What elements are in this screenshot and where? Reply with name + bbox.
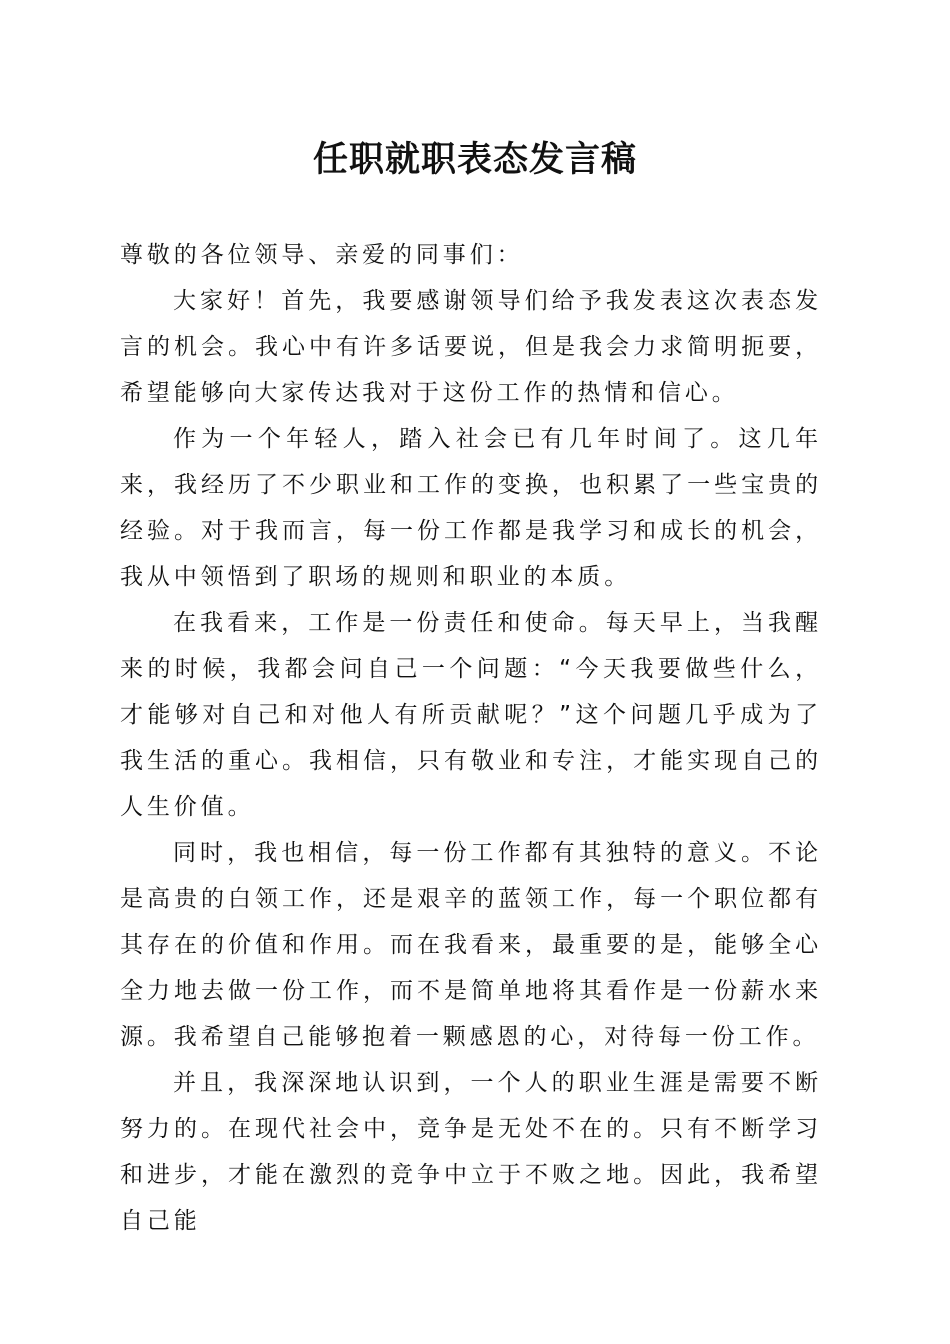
paragraph-4: 同时，我也相信，每一份工作都有其独特的意义。不论是高贵的白领工作，还是艰辛的蓝领工作，每一个职位都有其存在的价值和作用。而在我看来，最重要的是，能够全心全力地去做一份工作，而不是简单地将其看作是一份薪水来源。我希望自己能够抱着一颗感恩的心，对待每一份工作。 (120, 840, 822, 1050)
paragraph-5: 并且，我深深地认识到，一个人的职业生涯是需要不断努力的。在现代社会中，竞争是无处不在的。只有不断学习和进步，才能在激烈的竞争中立于不败之地。因此，我希望自己能 (120, 1070, 822, 1234)
paragraph-3: 在我看来，工作是一份责任和使命。每天早上，当我醒来的时候，我都会问自己一个问题：“今天我要做些什么，才能够对自己和对他人有所贡献呢？”这个问题几乎成为了我生活的重心。我相信，只有敬业和专注，才能实现自己的人生价值。 (120, 610, 822, 820)
document-title: 任职就职表态发言稿 (312, 139, 637, 180)
paragraph-1: 大家好！首先，我要感谢领导们给予我发表这次表态发言的机会。我心中有许多话要说，但是我会力求简明扼要，希望能够向大家传达我对于这份工作的热情和信心。 (120, 288, 822, 406)
document-body (120, 232, 822, 1244)
paragraph-2: 作为一个年轻人，踏入社会已有几年时间了。这几年来，我经历了不少职业和工作的变换，也积累了一些宝贵的经验。对于我而言，每一份工作都是我学习和成长的机会，我从中领悟到了职场的规则和职业的本质。 (120, 426, 822, 590)
salutation: 尊敬的各位领导、亲爱的同事们： (120, 242, 524, 268)
